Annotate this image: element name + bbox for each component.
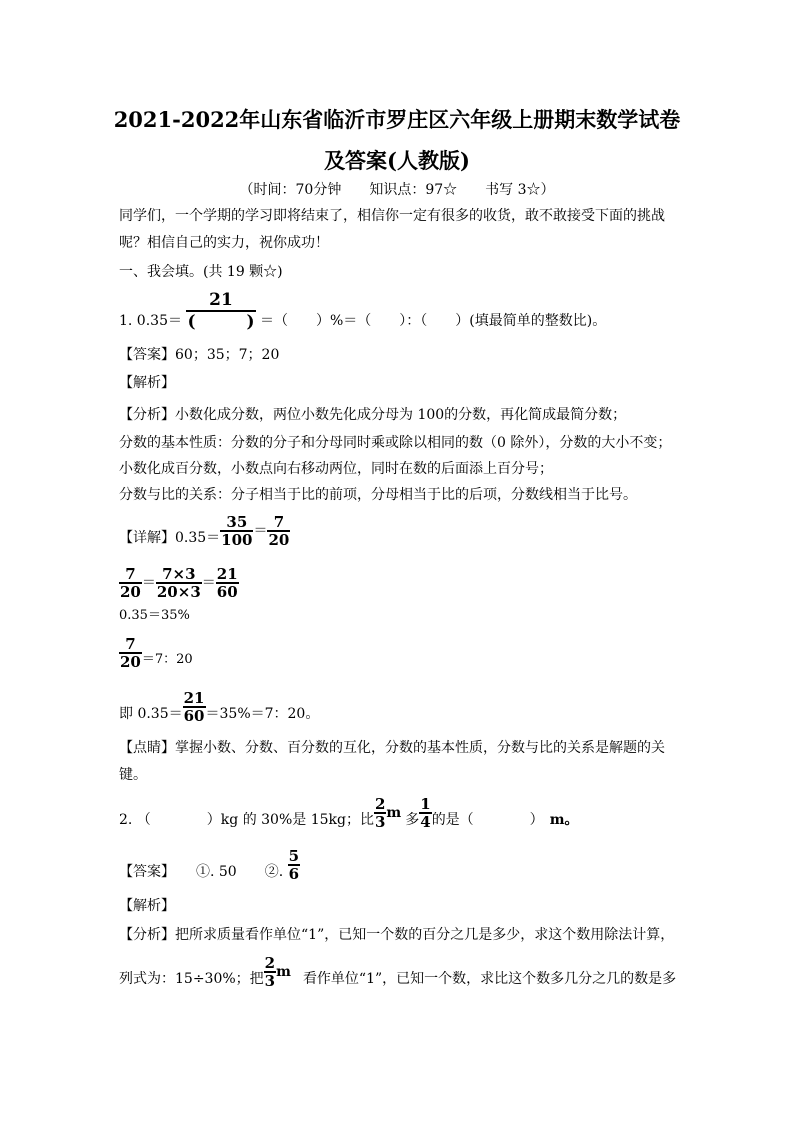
fraction-7-20: $\frac{7}{20}$	[120, 635, 141, 671]
fraction-7-20: $\frac{7}{20}$	[268, 513, 290, 549]
q1-percent-line: 0.35＝35%	[119, 608, 190, 623]
q2-fenxi-1: 【分析】把所求质量看作单位“1”，已知一个数的百分之几是多少，求这个数用除法计算，	[119, 927, 675, 943]
q1-fenxi-1: 【分析】小数化成分数，两位小数先化成分母为 100的分数，再化简成最简分数；	[119, 407, 627, 423]
fraction-5-6: $\frac{5}{6}$	[288, 847, 300, 883]
q2-analysis-label: 【解析】	[119, 898, 175, 914]
fraction-21-blank: $\frac{21}{( )}$	[187, 290, 255, 332]
q1-analysis-label: 【解析】	[119, 375, 175, 391]
q1-detail-line: 【详解】0.35＝ $\frac{35}{100}$ ＝ $\frac{7}{20}$	[119, 513, 290, 549]
q1-fenxi-3: 小数化成百分数，小数点向右移动两位，同时在数的后面添上百分号；	[119, 461, 553, 477]
fraction-21-60: $\frac{21}{60}$	[216, 565, 238, 601]
intro-line1: 同学们，一个学期的学习即将结束了，相信你一定有很多的收货，敢不敢接受下面的挑战	[119, 208, 665, 224]
doc-title-line1: 2021-2022年山东省临沂市罗庄区六年级上册期末数学试卷	[113, 107, 681, 132]
q1-fenxi-2: 分数的基本性质：分数的分子和分母同时乘或除以相同的数（0 除外），分数的大小不变；	[119, 435, 672, 451]
doc-title-line2: 及答案(人教版)	[324, 148, 470, 173]
q1-prefix: 1. 0.35＝	[119, 313, 182, 329]
fraction-1-4: $\frac{1}{4}$	[420, 795, 431, 831]
q1-answer: 【答案】60；35；7；20	[119, 347, 280, 363]
q1-final-line: 即 0.35＝ $\frac{21}{60}$ ＝35%＝7：20。	[119, 689, 320, 725]
fraction-7-20: $\frac{7}{20}$	[120, 565, 141, 601]
fraction-21-60: $\frac{21}{60}$	[183, 689, 205, 725]
q1-fenxi-4: 分数与比的关系：分子相当于比的前项，分母相当于比的后项，分数线相当于比号。	[119, 487, 637, 503]
q1-ratio-line: $\frac{7}{20}$ ＝7：20	[120, 635, 193, 671]
q2-fenxi-2: 列式为：15÷30%；把 $\frac{2}{3}$ m 看作单位“1”，已知一个数，求比这个数多几分之几的数是多	[119, 954, 677, 990]
fraction-35-100: $\frac{35}{100}$	[221, 513, 253, 549]
q1-dianjing-1: 【点睛】掌握小数、分数、百分数的互化，分数的基本性质，分数与比的关系是解题的关	[119, 740, 665, 756]
fraction-2-3: $\frac{2}{3}$	[264, 954, 276, 990]
exam-meta: （时间：70分钟 知识点：97☆ 书写 3☆）	[239, 182, 555, 198]
q1-dianjing-2: 键。	[119, 767, 147, 783]
fraction-7x3-20x3: $\frac{7\times 3}{20\times 3}$	[156, 565, 201, 601]
intro-line2: 呢？相信自己的实力，祝你成功！	[119, 235, 329, 251]
section-heading: 一、我会填。(共 19 颗☆)	[119, 264, 283, 280]
question-2: 2. （ ）kg 的 30%是 15kg；比 $\frac{2}{3}$ m 多 $\frac{1}{4}$ 的是（ ） m。	[119, 795, 579, 831]
question-1	[119, 290, 606, 332]
q1-rest: ＝（ ）%＝（ ）：（ ）(填最简单的整数比)。	[259, 313, 607, 329]
q2-answer: 【答案】 ①. 50 ②. $\frac{5}{6}$	[119, 847, 300, 883]
fraction-2-3: $\frac{2}{3}$	[374, 795, 386, 831]
q1-expand-line: $\frac{7}{20}$ ＝ $\frac{7\times 3}{20\times 3}$ ＝ $\frac{21}{60}$	[120, 565, 238, 601]
